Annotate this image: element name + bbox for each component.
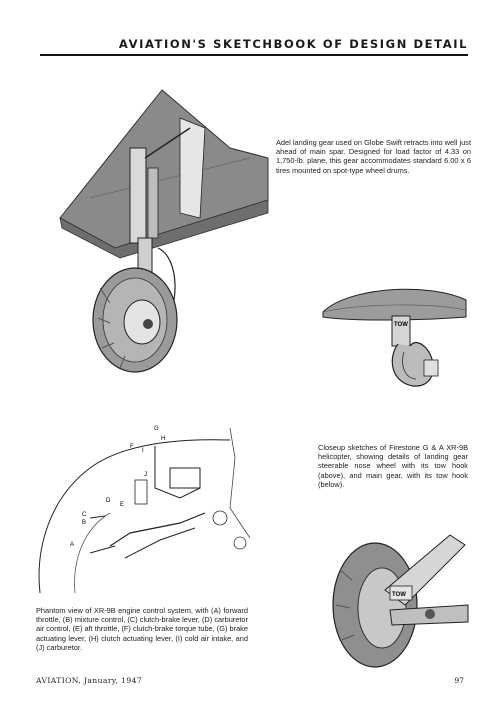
control-system-caption: Phantom view of XR-9B engine control system, with (A) forward throttle, (B) mixture control, (C) clutch-brake lever, (D) carburetor air control, (E) aft throttle, (F) clutch-brake torque tube, (G) brake actuating lever, (H) clutch actuating lever, (I) cold air intake, and (J) carburetor. [36, 606, 248, 652]
main-gear-illustration [330, 510, 470, 670]
landing-gear-illustration [30, 88, 270, 388]
page-header-title: AVIATION'S SKETCHBOOK OF DESIGN DETAIL [118, 37, 468, 51]
label-g: G [154, 426, 159, 432]
landing-gear-caption: Adel landing gear used on Globe Swift retracts into well just ahead of main spar. Designed for load factor of 4.33 on 1,750-lb. plane, this gear accommodates standard 6.00 x 6 tires mounted on spot-type wheel drums. [276, 138, 471, 175]
tow-label-upper: TOW [394, 322, 408, 328]
label-b: B [82, 520, 87, 526]
label-d: D [106, 498, 111, 504]
footer-publication: AVIATION, January, 1947 [36, 676, 143, 685]
control-system-illustration [30, 418, 270, 603]
nose-wheel-illustration [318, 282, 468, 397]
label-i: I [142, 448, 144, 454]
label-j: J [144, 472, 147, 478]
label-e: E [120, 502, 125, 508]
label-c: C [82, 512, 87, 518]
label-a: A [70, 542, 75, 548]
footer-page-number: 97 [454, 676, 464, 685]
firestone-caption: Closeup sketches of Firestone G & A XR-9B helicopter, showing details of landing gear steerable nose wheel with its tow hook (above), and main gear, with its tow hook (below). [318, 443, 468, 489]
label-h: H [161, 436, 166, 442]
tow-label-lower: TOW [392, 592, 406, 598]
label-f: F [130, 444, 134, 450]
header-rule [40, 54, 468, 56]
